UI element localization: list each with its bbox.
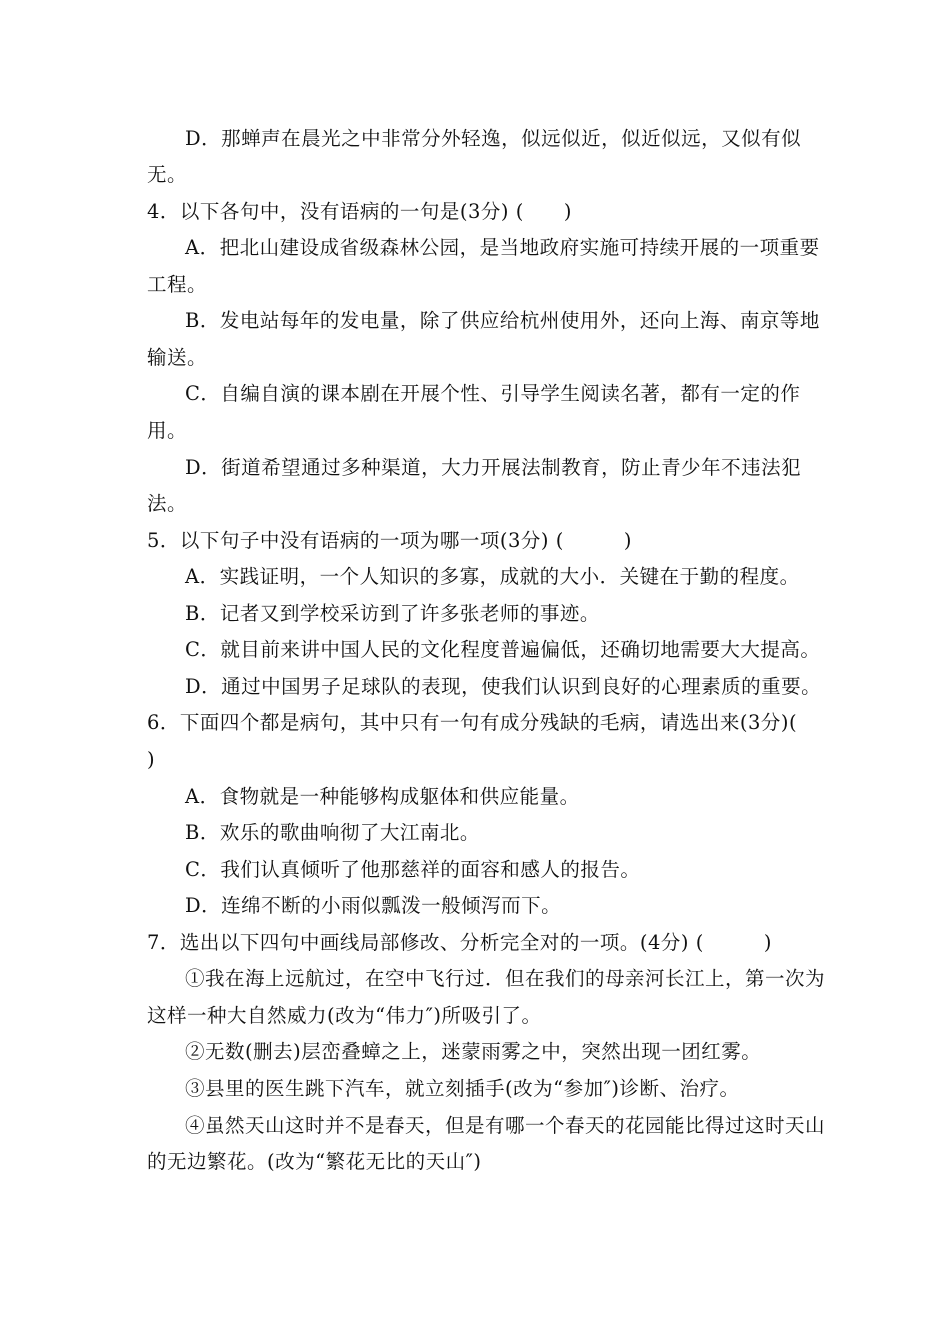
q4-option-a-line1: A．把北山建设成省级森林公园，是当地政府实施可持续开展的一项重要: [185, 236, 820, 259]
q4-option-b-line2: 输送。: [147, 346, 208, 369]
q6-option-c: C．我们认真倾听了他那慈祥的面容和感人的报告。: [185, 858, 641, 881]
question-5-stem: 5．以下句子中没有语病的一项为哪一项(3分) ( ): [147, 529, 632, 552]
q5-option-d: D．通过中国男子足球队的表现，使我们认识到良好的心理素质的重要。: [185, 675, 822, 698]
question-6-stem-line1: 6．下面四个都是病句，其中只有一句有成分残缺的毛病，请选出来(3分)(: [147, 711, 798, 734]
q5-option-c: C．就目前来讲中国人民的文化程度普遍偏低，还确切地需要大大提高。: [185, 638, 821, 661]
q5-option-b: B．记者又到学校采访到了许多张老师的事迹。: [185, 602, 600, 625]
q4-option-b-line1: B．发电站每年的发电量，除了供应给杭州使用外，还向上海、南京等地: [185, 309, 820, 332]
q4-option-c-line2: 用。: [147, 419, 188, 442]
q7-item-4-line2: 的无边繁花。(改为“繁花无比的天山″): [147, 1150, 482, 1173]
question-4-stem: 4．以下各句中，没有语病的一句是(3分) ( ): [147, 200, 572, 223]
q4-option-c-line1: C．自编自演的课本剧在开展个性、引导学生阅读名著，都有一定的作: [185, 382, 801, 405]
question-6-stem-line2: ): [147, 748, 156, 771]
q5-option-a: A．实践证明，一个人知识的多寡，成就的大小．关键在于勤的程度。: [185, 565, 800, 588]
q4-option-a-line2: 工程。: [147, 273, 208, 296]
q4-option-d-line1: D．街道希望通过多种渠道，大力开展法制教育，防止青少年不违法犯: [185, 456, 802, 479]
q3-option-d-line2: 无。: [147, 163, 188, 186]
q4-option-d-line2: 法。: [147, 492, 188, 515]
q6-option-a: A．食物就是一种能够构成躯体和供应能量。: [185, 785, 580, 808]
q6-option-b: B．欢乐的歌曲响彻了大江南北。: [185, 821, 480, 844]
q7-item-3: ③县里的医生跳下汽车，就立刻插手(改为“参加″)诊断、治疗。: [185, 1077, 740, 1100]
q3-option-d-line1: D．那蝉声在晨光之中非常分外轻逸，似远似近，似近似远，又似有似: [185, 127, 802, 150]
q7-item-2: ②无数(删去)层峦叠蟑之上，迷蒙雨雾之中，突然出现一团红雾。: [185, 1040, 762, 1063]
q6-option-d: D．连绵不断的小雨似瓢泼一般倾泻而下。: [185, 894, 562, 917]
q7-item-4-line1: ④虽然天山这时并不是春天，但是有哪一个春天的花园能比得过这时天山: [185, 1114, 826, 1137]
q7-item-1-line2: 这样一种大自然威力(改为“伟力″)所吸引了。: [147, 1004, 542, 1027]
question-7-stem: 7．选出以下四句中画线局部修改、分析完全对的一项。(4分) ( ): [147, 931, 772, 954]
q7-item-1-line1: ①我在海上远航过，在空中飞行过．但在我们的母亲河长江上，第一次为: [185, 967, 826, 990]
